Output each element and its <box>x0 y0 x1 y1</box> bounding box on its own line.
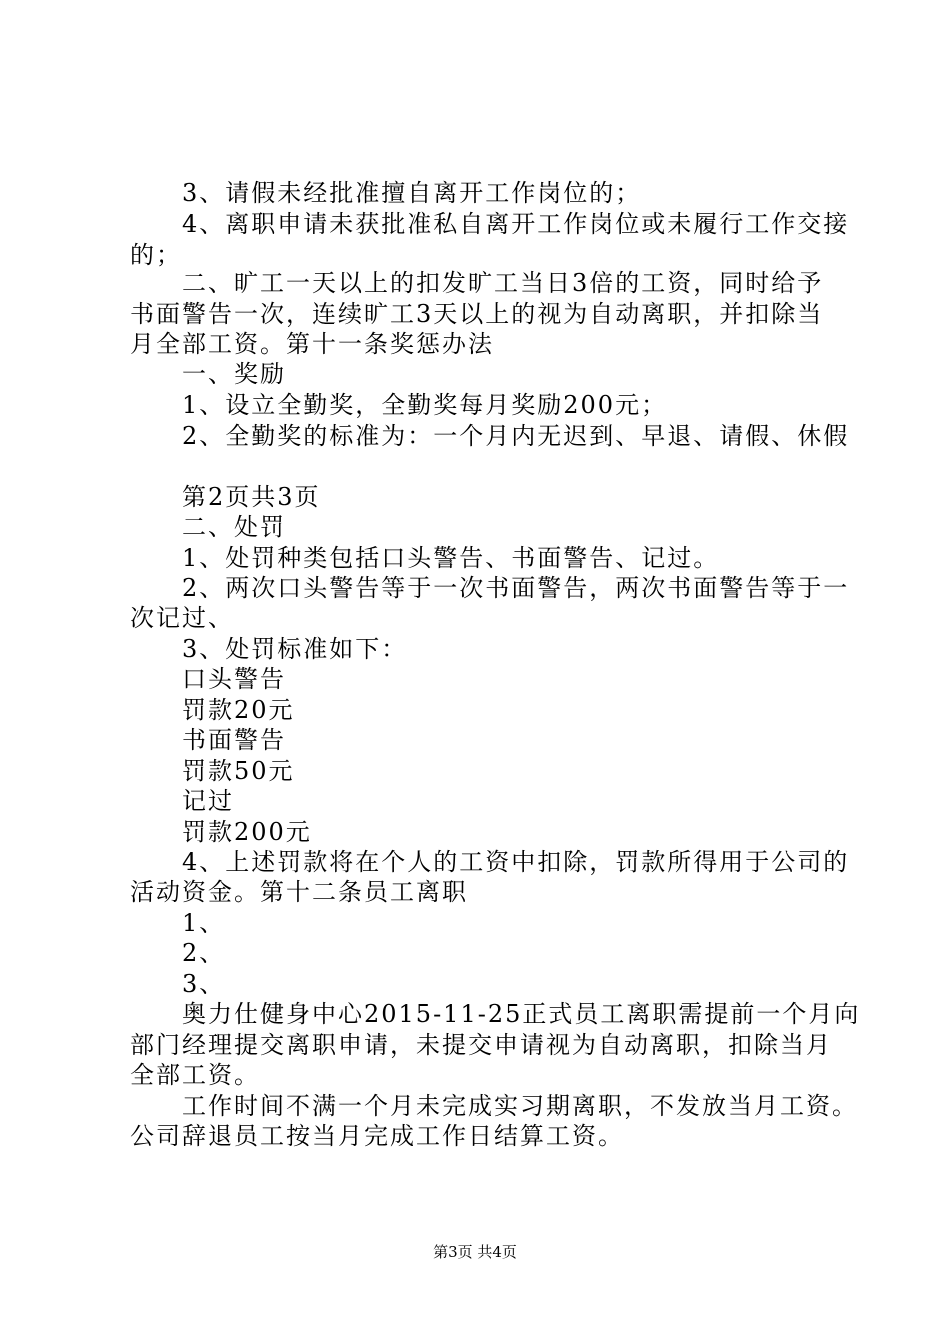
penalty-type: 书面警告 <box>130 726 286 754</box>
paragraph-line: 二、旷工一天以上的扣发旷工当日3倍的工资，同时给予 <box>130 269 824 297</box>
paragraph-line: 的； <box>130 241 182 269</box>
paragraph-line: 部门经理提交离职申请，未提交申请视为自动离职，扣除当月 <box>130 1031 832 1059</box>
paragraph-line: 4、离职申请未获批准私自离开工作岗位或未履行工作交接 <box>130 210 850 238</box>
penalty-amount: 罚款50元 <box>130 757 295 785</box>
page-marker: 第2页共3页 <box>130 483 321 511</box>
paragraph-line: 2、全勤奖的标准为：一个月内无迟到、早退、请假、休假 <box>130 422 850 450</box>
paragraph-line: 1、处罚种类包括口头警告、书面警告、记过。 <box>130 544 720 572</box>
page-footer: 第3页 共4页 <box>433 1243 517 1261</box>
penalty-type: 记过 <box>130 787 234 815</box>
paragraph-line: 4、上述罚款将在个人的工资中扣除，罚款所得用于公司的 <box>130 848 850 876</box>
paragraph-line: 书面警告一次，连续旷工3天以上的视为自动离职，并扣除当 <box>130 300 824 328</box>
section-heading: 二、处罚 <box>130 513 286 541</box>
paragraph-line: 2、两次口头警告等于一次书面警告，两次书面警告等于一 <box>130 574 850 602</box>
penalty-type: 口头警告 <box>130 665 286 693</box>
penalty-amount: 罚款200元 <box>130 818 312 846</box>
paragraph-line: 奥力仕健身中心2015-11-25正式员工离职需提前一个月向 <box>130 1000 861 1028</box>
paragraph-line: 全部工资。 <box>130 1061 260 1089</box>
paragraph-line: 3、请假未经批准擅自离开工作岗位的； <box>130 179 642 207</box>
paragraph-line: 月全部工资。第十一条奖惩办法 <box>130 330 494 358</box>
paragraph-line: 活动资金。第十二条员工离职 <box>130 878 468 906</box>
paragraph-line: 工作时间不满一个月未完成实习期离职，不发放当月工资。 <box>130 1092 858 1120</box>
paragraph-line: 公司辞退员工按当月完成工作日结算工资。 <box>130 1122 624 1150</box>
list-item: 2、 <box>130 939 226 967</box>
penalty-amount: 罚款20元 <box>130 696 295 724</box>
paragraph-line: 3、处罚标准如下： <box>130 635 408 663</box>
list-item: 1、 <box>130 909 226 937</box>
paragraph-line: 1、设立全勤奖，全勤奖每月奖励200元； <box>130 391 668 419</box>
section-heading: 一、奖励 <box>130 360 286 388</box>
list-item: 3、 <box>130 970 226 998</box>
paragraph-line: 次记过、 <box>130 604 234 632</box>
